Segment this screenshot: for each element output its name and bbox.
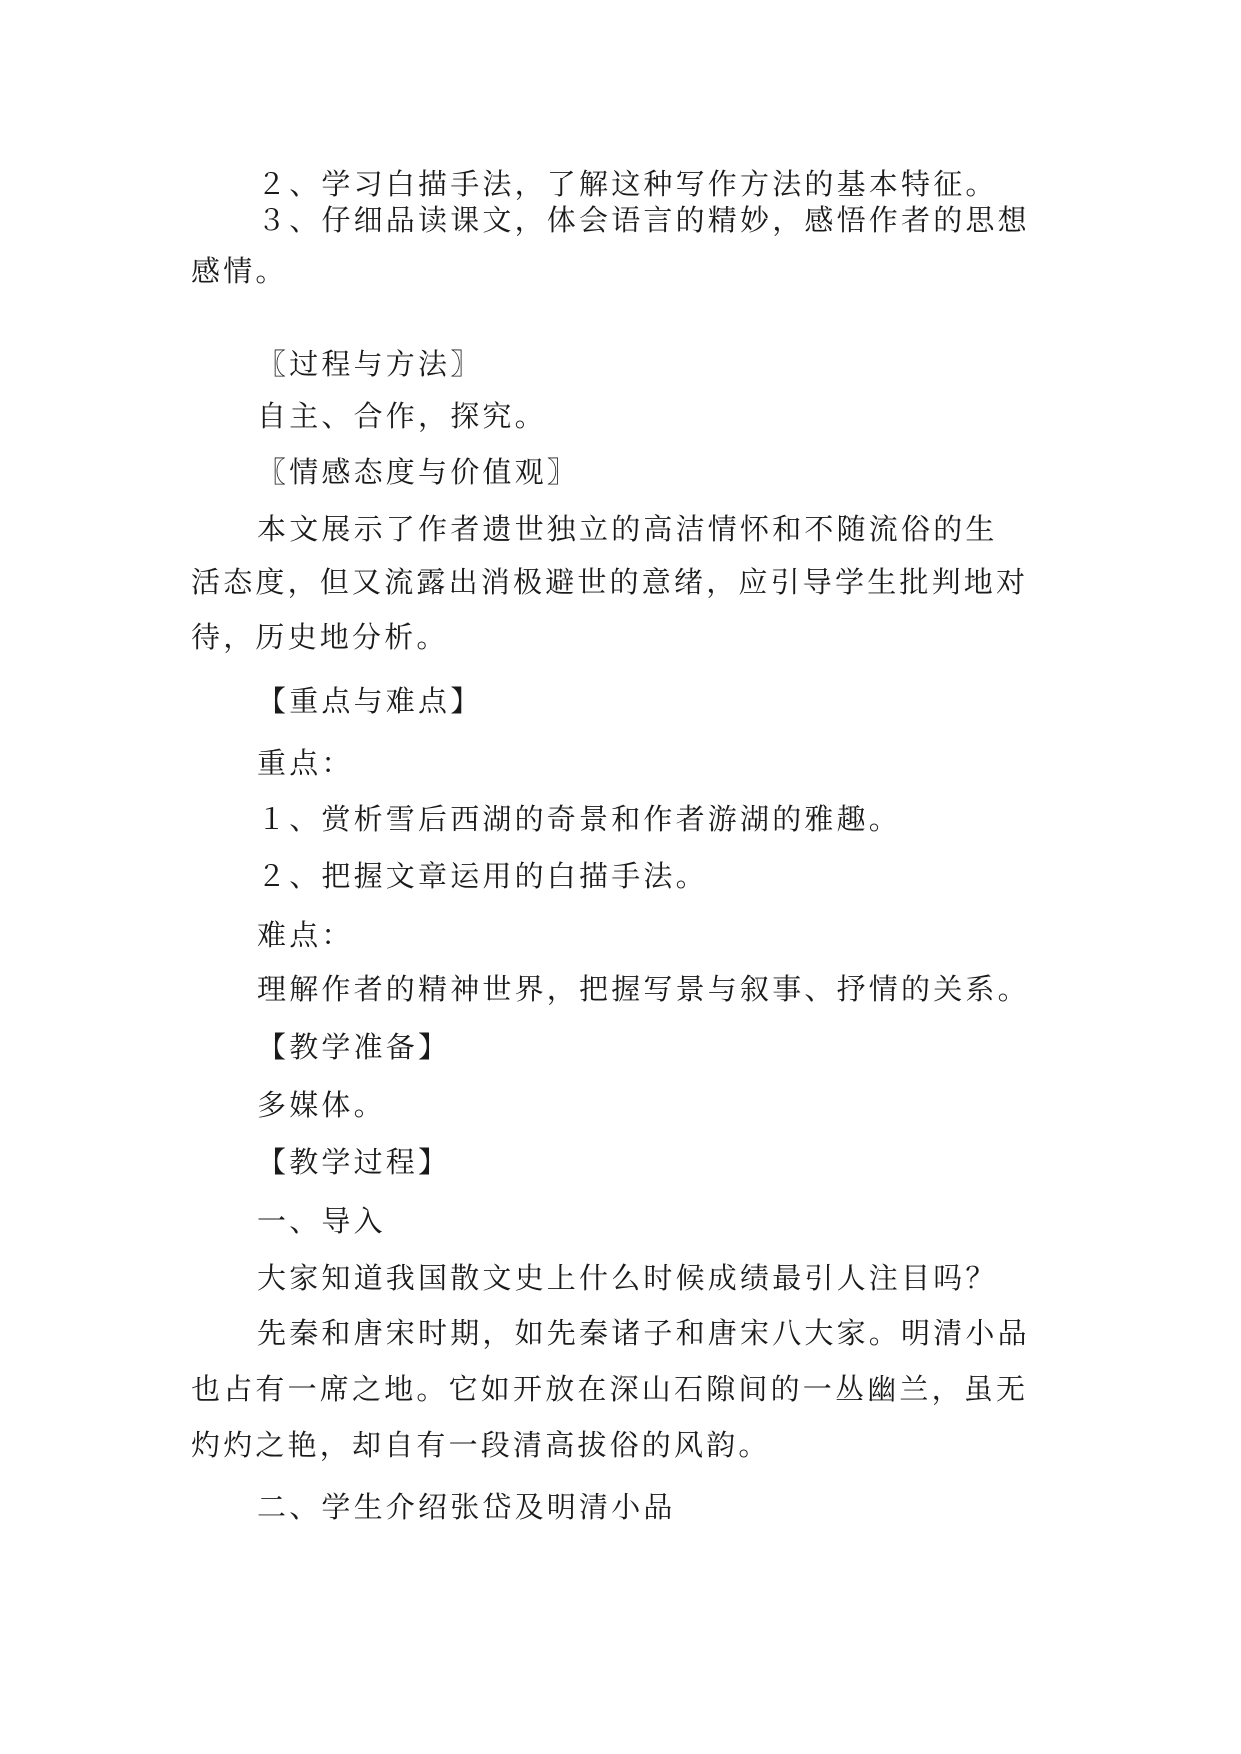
paragraph-line: 一、导入	[257, 1204, 386, 1238]
section-heading: 【教学准备】	[257, 1030, 451, 1064]
paragraph-line: 自主、合作，探究。	[257, 399, 547, 433]
paragraph-line: 二、学生介绍张岱及明清小品	[257, 1490, 676, 1524]
paragraph-line: 待，历史地分析。	[191, 620, 449, 654]
section-heading: 【教学过程】	[257, 1145, 451, 1179]
paragraph-line: １、赏析雪后西湖的奇景和作者游湖的雅趣。	[257, 802, 902, 836]
paragraph-line: 理解作者的精神世界，把握写景与叙事、抒情的关系。	[257, 972, 1030, 1006]
paragraph-line: 也占有一席之地。它如开放在深山石隙间的一丛幽兰，虽无	[191, 1372, 1029, 1406]
paragraph-line: 重点：	[257, 746, 354, 780]
paragraph-line: 大家知道我国散文史上什么时候成绩最引人注目吗？	[257, 1261, 998, 1295]
paragraph-line: ２、把握文章运用的白描手法。	[257, 859, 708, 893]
paragraph-line: 难点：	[257, 918, 354, 952]
section-heading: 【重点与难点】	[257, 684, 483, 718]
paragraph-line: 感情。	[191, 254, 288, 288]
paragraph-line: ３、仔细品读课文，体会语言的精妙，感悟作者的思想	[257, 203, 1030, 237]
section-heading: 〖情感态度与价值观〗	[257, 455, 580, 489]
paragraph-line: ２、学习白描手法，了解这种写作方法的基本特征。	[257, 167, 998, 201]
paragraph-line: 本文展示了作者遗世独立的高洁情怀和不随流俗的生	[257, 512, 998, 546]
section-heading: 〖过程与方法〗	[257, 347, 483, 381]
paragraph-line: 活态度，但又流露出消极避世的意绪，应引导学生批判地对	[191, 565, 1029, 599]
paragraph-line: 灼灼之艳，却自有一段清高拔俗的风韵。	[191, 1428, 771, 1462]
paragraph-line: 多媒体。	[257, 1088, 386, 1122]
paragraph-line: 先秦和唐宋时期，如先秦诸子和唐宋八大家。明清小品	[257, 1316, 1030, 1350]
